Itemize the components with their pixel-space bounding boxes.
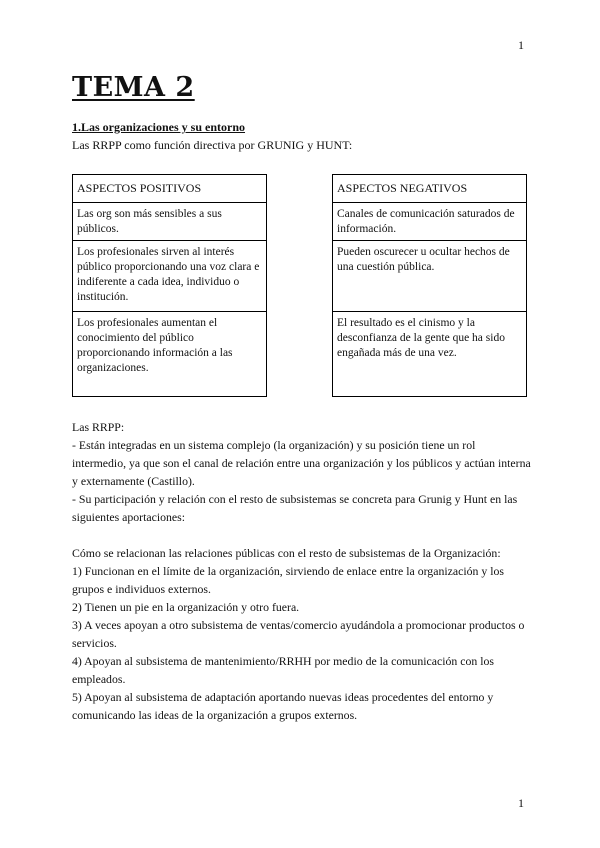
negative-aspects-table (332, 174, 527, 397)
list-item: 2) Tienen un pie en la organización y otro fuera. (72, 600, 300, 614)
page-number-top: 1 (518, 38, 524, 52)
positive-aspects-table (72, 174, 267, 397)
positive-aspects-header: ASPECTOS POSITIVOS (77, 181, 202, 195)
rrpp-heading: Las RRPP: (72, 420, 125, 434)
rrpp-point: - Están integradas en un sistema complejo (la organización) y su posición tiene un rol intermedio, ya que son el canal de relación entre una organización y los públicos y actúan interna y externamente (Castillo). (72, 438, 531, 488)
positive-aspect-cell: Los profesionales aumentan el conocimiento del público proporcionando información a las organizaciones. (73, 311, 266, 396)
negative-aspect-cell: Canales de comunicación saturados de información. (333, 202, 526, 240)
list-item: 4) Apoyan al subsistema de mantenimiento/RRHH por medio de la comunicación con los empleados. (72, 654, 494, 686)
list-item: 5) Apoyan al subsistema de adaptación aportando nuevas ideas procedentes del entorno y comunicando las ideas de la organización a grupos externos. (72, 690, 494, 722)
body-text (72, 418, 532, 724)
question-text: Cómo se relacionan las relaciones públicas con el resto de subsistemas de la Organización: (72, 546, 501, 560)
page-number-bottom: 1 (518, 796, 524, 810)
list-item: 1) Funcionan en el límite de la organización, sirviendo de enlace entre la organización y los grupos e individuos externos. (72, 564, 504, 596)
section-heading: 1.Las organizaciones y su entorno (72, 120, 246, 134)
negative-aspects-header: ASPECTOS NEGATIVOS (337, 181, 468, 195)
positive-aspect-cell: Los profesionales sirven al interés público proporcionando una voz clara e indiferente a cada idea, individuo o institución. (73, 240, 266, 311)
rrpp-point: - Su participación y relación con el resto de subsistemas se concreta para Grunig y Hunt en las siguientes aportaciones: (72, 492, 518, 524)
positive-aspect-cell: Las org son más sensibles a sus públicos. (73, 202, 266, 240)
intro-text: Las RRPP como función directiva por GRUNIG y HUNT: (72, 138, 353, 152)
negative-aspect-cell: Pueden oscurecer u ocultar hechos de una cuestión pública. (333, 240, 526, 311)
page-title: TEMA 2 (72, 72, 195, 103)
negative-aspect-cell: El resultado es el cinismo y la desconfianza de la gente que ha sido engañada más de una vez. (333, 311, 526, 396)
list-item: 3) A veces apoyan a otro subsistema de ventas/comercio ayudándola a promocionar productos o servicios. (72, 618, 525, 650)
